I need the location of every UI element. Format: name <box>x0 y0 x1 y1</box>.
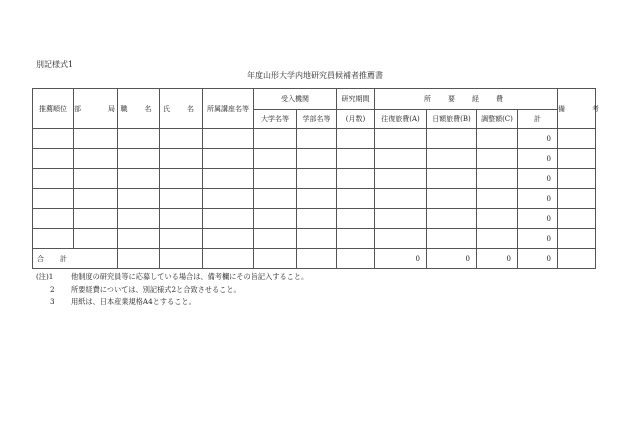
note-text: 所要経費については、別記様式2と合致させること。 <box>71 284 241 294</box>
table-row <box>33 129 596 149</box>
col-department: 部 局 <box>74 89 118 129</box>
row-total: 0 <box>518 189 558 209</box>
col-host: 受入機関 <box>254 89 337 110</box>
row-total: 0 <box>518 209 558 229</box>
col-exp-total: 計 <box>518 110 558 129</box>
summary-total: 0 <box>518 249 558 269</box>
header-row-1 <box>33 89 596 110</box>
note-item <box>36 271 308 284</box>
summary-row <box>33 249 596 269</box>
col-host-dept: 学部名等 <box>297 110 337 129</box>
table-row <box>33 189 596 209</box>
col-rank: 推薦順位 <box>33 89 74 129</box>
form-label: 別記様式1 <box>36 60 74 69</box>
note-text: 他制度の研究員等に応募している場合は、備考欄にその旨記入すること。 <box>71 272 309 281</box>
col-exp-a: 往復旅費(A) <box>375 110 427 129</box>
notes <box>36 271 308 309</box>
note-item <box>36 296 308 309</box>
col-exp-b: 日額旅費(B) <box>427 110 477 129</box>
row-total: 0 <box>518 169 558 189</box>
row-total: 0 <box>518 149 558 169</box>
recommendation-table <box>32 88 609 269</box>
table-row <box>33 209 596 229</box>
note-marker: 2 <box>50 284 55 294</box>
table-row <box>33 149 596 169</box>
col-host-univ: 大学名等 <box>254 110 297 129</box>
summary-a: 0 <box>375 249 427 269</box>
col-exp-c: 調整額(C) <box>477 110 518 129</box>
col-period: 研究期間 <box>337 89 375 110</box>
table-row <box>33 169 596 189</box>
note-text: 用紙は、日本産業規格A4とすること。 <box>71 297 196 306</box>
document-title: 年度山形大学内地研究員候補者推薦書 <box>247 71 383 80</box>
summary-b: 0 <box>427 249 477 269</box>
col-expenses: 所 要 経 費 <box>375 89 558 110</box>
col-position: 職 名 <box>118 89 160 129</box>
row-total: 0 <box>518 129 558 149</box>
col-remarks: 備 考 <box>558 89 596 129</box>
summary-label: 合計 <box>33 249 118 269</box>
note-marker: (注)1 <box>36 272 54 281</box>
note-item <box>36 284 308 297</box>
row-total: 0 <box>518 229 558 249</box>
summary-c: 0 <box>477 249 518 269</box>
note-marker: 3 <box>50 297 55 306</box>
col-period-unit: (月数) <box>337 110 375 129</box>
col-name: 氏 名 <box>160 89 203 129</box>
table-row <box>33 229 596 249</box>
col-lab: 所属講座名等 <box>203 89 254 129</box>
